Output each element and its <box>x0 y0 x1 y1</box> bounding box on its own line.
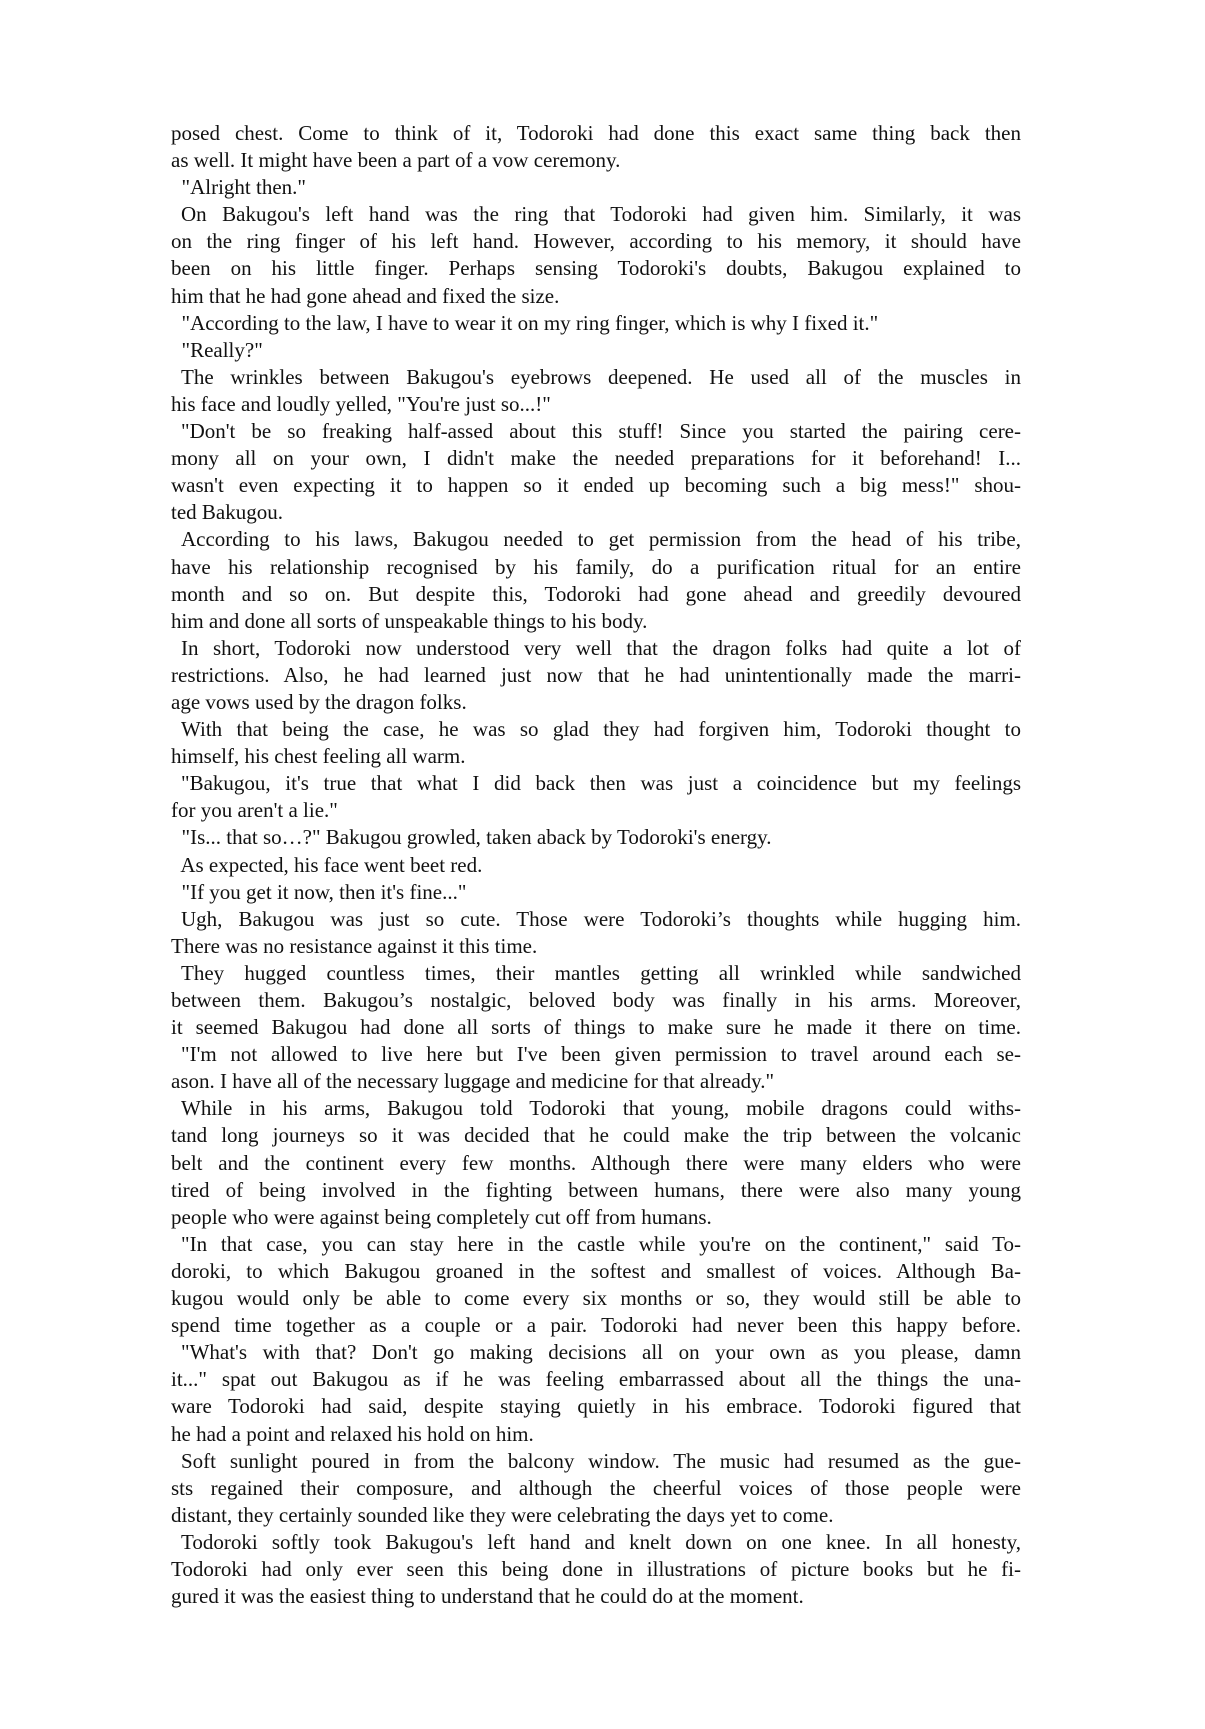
text-line: himself, his chest feeling all warm. <box>171 744 466 769</box>
text-line: "What's with that? Don't go making decisions all on your own as you please, damn <box>181 1340 1021 1365</box>
text-line: restrictions. Also, he had learned just now that he had unintentionally made the marri- <box>171 662 1021 687</box>
text-line: They hugged countless times, their mantles getting all wrinkled while sandwiched <box>181 960 1021 985</box>
text-line: sts regained their composure, and although the cheerful voices of those people were <box>171 1475 1021 1500</box>
text-line: The wrinkles between Bakugou's eyebrows deepened. He used all of the muscles in <box>181 364 1021 389</box>
text-line: "In that case, you can stay here in the castle while you're on the continent," said To- <box>181 1231 1021 1256</box>
body-text <box>171 120 1021 1610</box>
text-line: have his relationship recognised by his family, do a purification ritual for an entire <box>171 554 1021 579</box>
text-line: posed chest. Come to think of it, Todoroki had done this exact same thing back then <box>171 121 1021 145</box>
text-line: distant, they certainly sounded like they were celebrating the days yet to come. <box>171 1502 834 1527</box>
text-line: "I'm not allowed to live here but I've been given permission to travel around each se- <box>181 1042 1021 1067</box>
text-line: There was no resistance against it this time. <box>171 933 538 958</box>
text-line: tand long journeys so it was decided that he could make the trip between the volcanic <box>171 1123 1021 1148</box>
text-line: While in his arms, Bakugou told Todoroki that young, mobile dragons could withs- <box>181 1096 1021 1121</box>
text-line: With that being the case, he was so glad they had forgiven him, Todoroki thought to <box>181 717 1021 742</box>
text-line: ted Bakugou. <box>171 500 283 525</box>
text-line: Todoroki had only ever seen this being done in illustrations of picture books but he fi- <box>171 1556 1021 1581</box>
text-line: "According to the law, I have to wear it on my ring finger, which is why I fixed it." <box>171 310 879 335</box>
text-line: wasn't even expecting it to happen so it ended up becoming such a big mess!" shou- <box>171 473 1021 498</box>
text-line: him and done all sorts of unspeakable things to his body. <box>171 608 648 633</box>
text-line: on the ring finger of his left hand. However, according to his memory, it should have <box>171 229 1021 254</box>
text-line: kugou would only be able to come every six months or so, they would still be able to <box>171 1286 1021 1311</box>
text-line: between them. Bakugou’s nostalgic, beloved body was finally in his arms. Moreover, <box>171 988 1021 1012</box>
text-line: he had a point and relaxed his hold on him. <box>171 1421 534 1446</box>
text-line: "Bakugou, it's true that what I did back then was just a coincidence but my feelings <box>181 771 1021 796</box>
text-line: doroki, to which Bakugou groaned in the softest and smallest of voices. Although Ba- <box>171 1258 1021 1283</box>
text-line: mony all on your own, I didn't make the needed preparations for it beforehand! I... <box>171 446 1021 471</box>
text-line: "Is... that so…?" Bakugou growled, taken aback by Todoroki's energy. <box>171 825 772 850</box>
text-line: people who were against being completely cut off from humans. <box>171 1204 712 1229</box>
text-line: On Bakugou's left hand was the ring that Todoroki had given him. Similarly, it was <box>181 202 1021 227</box>
text-line: "If you get it now, then it's fine..." <box>171 879 467 904</box>
text-line: spend time together as a couple or a pair. Todoroki had never been this happy before. <box>171 1313 1021 1338</box>
text-line: been on his little finger. Perhaps sensing Todoroki's doubts, Bakugou explained to <box>171 256 1021 281</box>
text-line: gured it was the easiest thing to understand that he could do at the moment. <box>171 1584 804 1609</box>
text-line: In short, Todoroki now understood very well that the dragon folks had quite a lot of <box>181 635 1021 660</box>
text-line: for you aren't a lie." <box>171 798 338 823</box>
text-line: his face and loudly yelled, "You're just so...!" <box>171 391 551 416</box>
text-line: ason. I have all of the necessary luggage and medicine for that already." <box>171 1069 775 1094</box>
text-line: it seemed Bakugou had done all sorts of things to make sure he made it there on time. <box>171 1015 1021 1040</box>
text-line: Ugh, Bakugou was just so cute. Those were Todoroki’s thoughts while hugging him. <box>181 906 1021 931</box>
text-line: as well. It might have been a part of a vow ceremony. <box>171 148 621 173</box>
text-line: According to his laws, Bakugou needed to get permission from the head of his tribe, <box>181 527 1021 552</box>
text-line: tired of being involved in the fighting between humans, there were also many young <box>171 1177 1021 1202</box>
text-line: Soft sunlight poured in from the balcony window. The music had resumed as the gue- <box>181 1448 1021 1473</box>
text-line: age vows used by the dragon folks. <box>171 689 467 714</box>
text-line: him that he had gone ahead and fixed the size. <box>171 283 560 308</box>
text-line: belt and the continent every few months. Although there were many elders who were <box>171 1150 1021 1175</box>
text-line: "Don't be so freaking half-assed about this stuff! Since you started the pairing cere- <box>181 419 1021 444</box>
text-line: ware Todoroki had said, despite staying quietly in his embrace. Todoroki figured that <box>171 1394 1021 1419</box>
text-line: "Really?" <box>171 337 263 362</box>
text-line: it..." spat out Bakugou as if he was feeling embarrassed about all the things the una- <box>171 1367 1021 1392</box>
text-line: "Alright then." <box>171 175 306 200</box>
text-line: Todoroki softly took Bakugou's left hand and knelt down on one knee. In all honesty, <box>181 1529 1021 1554</box>
text-line: As expected, his face went beet red. <box>171 852 483 877</box>
text-line: month and so on. But despite this, Todoroki had gone ahead and greedily devoured <box>171 581 1021 606</box>
